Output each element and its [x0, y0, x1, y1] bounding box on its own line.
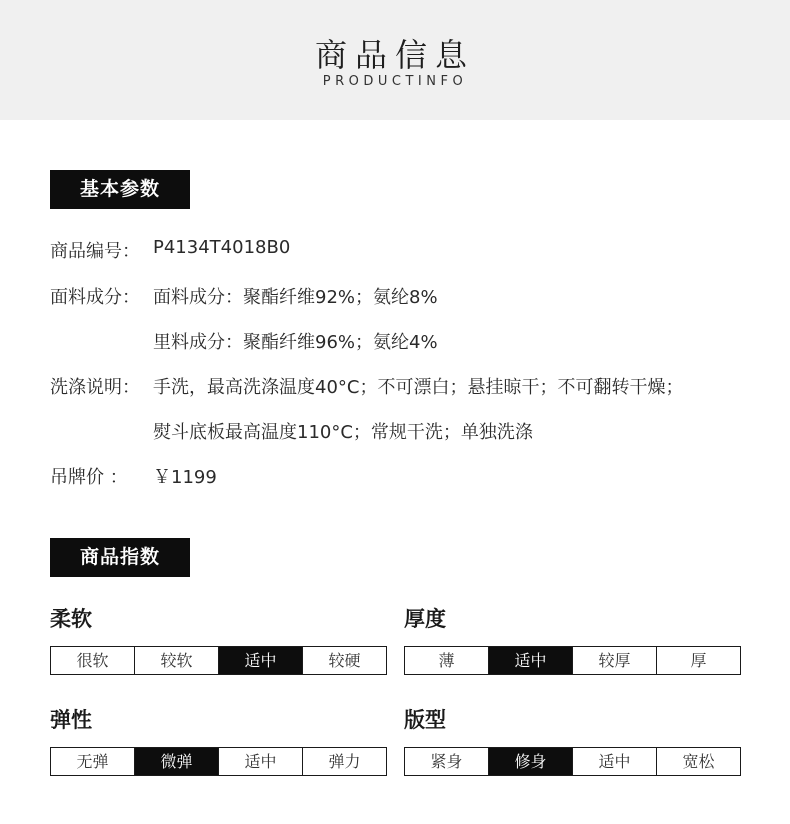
- scale-option: 修身: [488, 748, 572, 775]
- fit-scale: [404, 747, 741, 776]
- scale-option: 宽松: [656, 748, 740, 775]
- scale-option: 厚: [656, 647, 740, 674]
- price-label: 吊牌价 ：: [50, 467, 128, 488]
- scale-option: 适中: [488, 647, 572, 674]
- index-group-name: 弹性: [50, 708, 92, 732]
- softness-scale: [50, 646, 387, 675]
- index-group-name: 版型: [404, 708, 446, 732]
- basic-params-tag: 基本参数: [50, 170, 190, 209]
- scale-option: 弹力: [302, 748, 386, 775]
- scale-option: 很软: [76, 651, 109, 670]
- index-group-name: 厚度: [404, 607, 446, 631]
- scale-option: 微弹: [134, 748, 218, 775]
- product-index-tag: 商品指数: [50, 538, 190, 577]
- composition-line-2: 里料成分：聚酯纤维96%；氨纶4%: [153, 332, 438, 353]
- composition-label: 面料成分：: [50, 287, 140, 308]
- elasticity-scale: [50, 747, 387, 776]
- wash-line-2: 熨斗底板最高温度110°C；常规干洗；单独洗涤: [153, 422, 533, 443]
- index-group-thickness: [404, 605, 741, 670]
- product-code-value: P4134T4018B0: [153, 237, 291, 258]
- scale-option: 较硬: [302, 647, 386, 674]
- index-group-elasticity: [50, 706, 387, 771]
- scale-option: 紧身: [430, 752, 463, 771]
- composition-row: [50, 283, 153, 309]
- scale-option: 较厚: [572, 647, 656, 674]
- product-code-label: 商品编号：: [50, 241, 140, 262]
- scale-option: 适中: [218, 748, 302, 775]
- thickness-scale: [404, 646, 741, 675]
- wash-row: [50, 373, 153, 399]
- composition-line-1: 面料成分：聚酯纤维92%；氨纶8%: [153, 287, 438, 308]
- scale-option: 无弹: [76, 752, 109, 771]
- product-code-row: [50, 237, 153, 263]
- wash-label: 洗涤说明：: [50, 377, 140, 398]
- page-title: 商品信息: [314, 36, 475, 74]
- index-group-softness: [50, 605, 387, 670]
- wash-line-1: 手洗，最高洗涤温度40°C；不可漂白；悬挂晾干；不可翻转干燥；: [153, 377, 684, 398]
- page-header: [0, 0, 790, 120]
- scale-option: 适中: [218, 647, 302, 674]
- price-value: ￥1199: [153, 467, 217, 488]
- index-group-name: 柔软: [50, 607, 92, 631]
- scale-option: 较软: [134, 647, 218, 674]
- scale-option: 适中: [572, 748, 656, 775]
- index-group-fit: [404, 706, 741, 771]
- price-row: [50, 463, 153, 489]
- page-subtitle: PRODUCTINFO: [322, 74, 468, 89]
- scale-option: 薄: [438, 651, 455, 670]
